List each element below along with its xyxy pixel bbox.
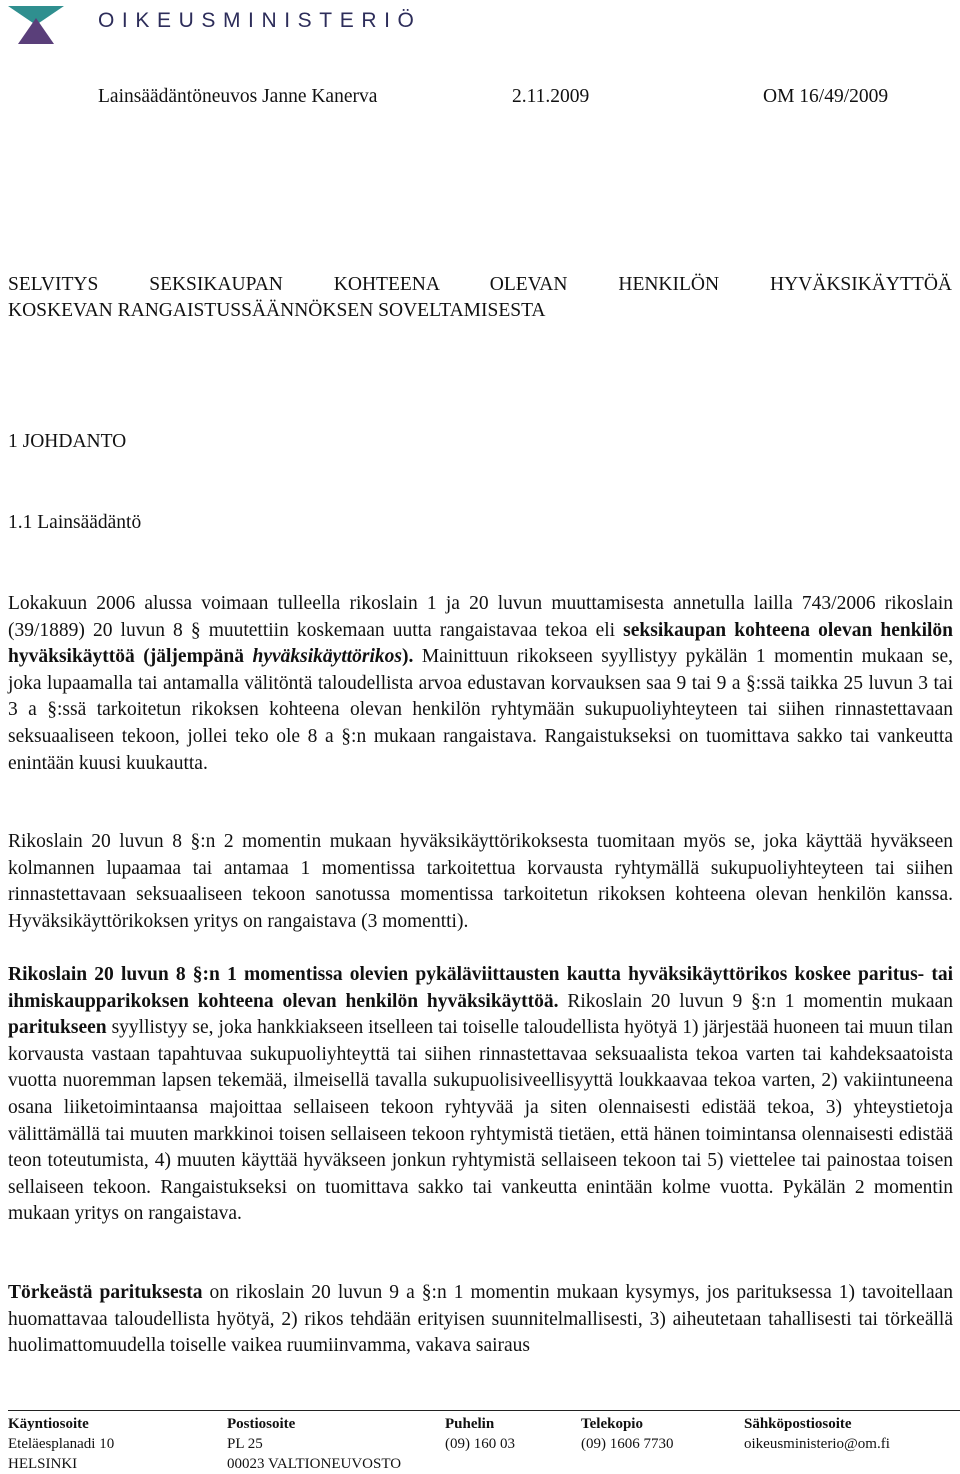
footer-divider bbox=[8, 1410, 960, 1411]
text: Mainittuun rikokseen syyllistyy pykälän 1 momentin mukaan se, joka lupaamalla tai antamalla välitöntä taloudellista arvoa edustavan korvauksen saa 9 tai 9 a §:ssä taikka 25 luvun 3 tai 3 a §:ssä tarkoitetun rikoksen kohteena olevan henkilön ryhtymään sukupuoliyhteyteen tai siihen rinnastettavaan seksuaaliseen tekoon, jollei teko ole 8 a §:n mukaan rangaistava. Rangaistukseksi on tuomittava sakko tai vankeutta enintään kuusi kuukautta. bbox=[8, 646, 953, 774]
paragraph-2: Rikoslain 20 luvun 8 §:n 2 momentin mukaan hyväksikäyttörikoksesta tuomitaan myös se, joka käyttää hyväkseen kolmannen lupaamaa tai antamaa 1 momentissa tarkoitettua korvausta ryhtymällä sukupuoliyhteyteen tai siihen rinnastettavaan seksuaaliseen tekoon sanotussa momentissa tarkoitetun rikoksen kohteena olevan henkilön kanssa. Hyväksikäyttörikoksen yritys on rangaistava (3 momentti). bbox=[8, 831, 953, 932]
section-heading: 1 JOHDANTO bbox=[8, 431, 127, 452]
footer-value: PL 25 bbox=[227, 1436, 263, 1452]
footer-value: oikeusministerio@om.fi bbox=[744, 1436, 890, 1452]
footer-label: Postiosoite bbox=[227, 1416, 296, 1432]
footer-label: Käyntiosoite bbox=[8, 1416, 89, 1432]
footer-label: Telekopio bbox=[581, 1416, 643, 1432]
paragraph-4 bbox=[8, 1280, 953, 1360]
bold-text: Rikoslain 20 luvun 8 §:n 1 momentissa olevien pykäläviittausten kautta hyväksikäyttörikos koskee paritus- tai ihmiskaupparikoksen kohteena olevan henkilön hyväksikäyttöä. bbox=[8, 964, 953, 1012]
title-line-2: KOSKEVAN RANGAISTUSSÄÄNNÖKSEN SOVELTAMISESTA bbox=[8, 300, 546, 321]
ministry-name: OIKEUSMINISTERIÖ bbox=[98, 9, 422, 32]
footer-email bbox=[744, 1414, 890, 1454]
footer-visiting-address bbox=[8, 1414, 114, 1474]
text: Rikoslain 20 luvun 9 §:n 1 momentin mukaan bbox=[558, 990, 953, 1012]
text: syyllistyy se, joka hankkiakseen itselleen tai toiselle taloudellista hyötyä 1) järjestää huoneen tai muun tilan korvausta vastaan tapahtuvaa sukupuoliyhteyttä tai siihen rinnastettavaa seksuaalista tekoa varten tai kahdeksaatoista vuotta nuoremman lapsen tekemää, ilmeisellä tavalla sukupuolisiveellisyyttä loukkaavaa tekoa varten, 2) vakiintuneena osana liiketoimintaansa majoittaa sellaiseen tekoon ryhtyvää ja siten olennaisesti edistää tekoa, 3) yhteystietoja välittämällä tai muuten markkinoi toisen sellaiseen tekoon ryhtymistä tietäen, että hänen toimintansa olennaisesti edistää teon toteutumista, 4) muuten käyttää hyväkseen jonkun ryhtymistä sellaiseen tekoon tai 5) viettelee tai painostaa toisen sellaiseen tekoon. Rangaistukseksi on tuomittava sakko tai vankeutta enintään kolme vuotta. Pykälän 2 momentin mukaan yritys on rangaistava. bbox=[8, 1017, 953, 1225]
subsection-heading: 1.1 Lainsäädäntö bbox=[8, 512, 142, 533]
text: on rikoslain 20 luvun 9 a §:n 1 momentin mukaan kysymys, jos parituksessa 1) tavoitellaan huomattavaa taloudellista hyötyä, 2) rikos tehdään erityisen suunnitelmallisesti, 3) aiheutetaan tahallisesti tai törkeällä huolimattomuudella toiselle vaikea ruumiinvamma, vakava sairaus bbox=[8, 1282, 954, 1357]
footer-value: Eteläesplanadi 10 bbox=[8, 1436, 115, 1452]
paragraph-1 bbox=[8, 591, 953, 777]
reference-number: OM 16/49/2009 bbox=[763, 86, 889, 107]
footer-value: HELSINKI bbox=[8, 1456, 78, 1472]
ministry-logo-icon bbox=[8, 4, 64, 44]
footer-phone bbox=[445, 1414, 515, 1454]
title-line-1: SELVITYS SEKSIKAUPAN KOHTEENA OLEVAN HENKILÖN HYVÄKSIKÄYTTÖÄ bbox=[8, 274, 952, 295]
text: Lokakuun 2006 alussa voimaan tulleella rikoslain 1 ja 20 luvun muuttamisesta annetulla lailla 743/2006 rikoslain (39/1889) 20 luvun 8 § muutettiin koskemaan uutta rangaistavaa tekoa eli bbox=[8, 593, 953, 641]
paragraph-3 bbox=[8, 962, 953, 1228]
footer-value: (09) 160 03 bbox=[445, 1436, 515, 1452]
bold-italic-text: hyväksikäyttörikos bbox=[252, 646, 402, 668]
document-title bbox=[8, 272, 952, 324]
bold-text: ). bbox=[402, 646, 414, 668]
bold-text: paritukseen bbox=[8, 1017, 107, 1039]
footer-label: Puhelin bbox=[445, 1416, 495, 1432]
author: Lainsäädäntöneuvos Janne Kanerva bbox=[98, 86, 378, 107]
footer-postal-address bbox=[227, 1414, 401, 1474]
footer-value: (09) 1606 7730 bbox=[581, 1436, 674, 1452]
document-date: 2.11.2009 bbox=[512, 86, 590, 107]
footer-value: 00023 VALTIONEUVOSTO bbox=[227, 1456, 402, 1472]
footer-label: Sähköpostiosoite bbox=[744, 1416, 852, 1432]
bold-text: Törkeästä parituksesta bbox=[8, 1282, 203, 1303]
footer-fax bbox=[581, 1414, 674, 1454]
bold-text: seksikaupan kohteena olevan henkilön hyväksikäyttöä (jäljempänä bbox=[8, 619, 953, 668]
